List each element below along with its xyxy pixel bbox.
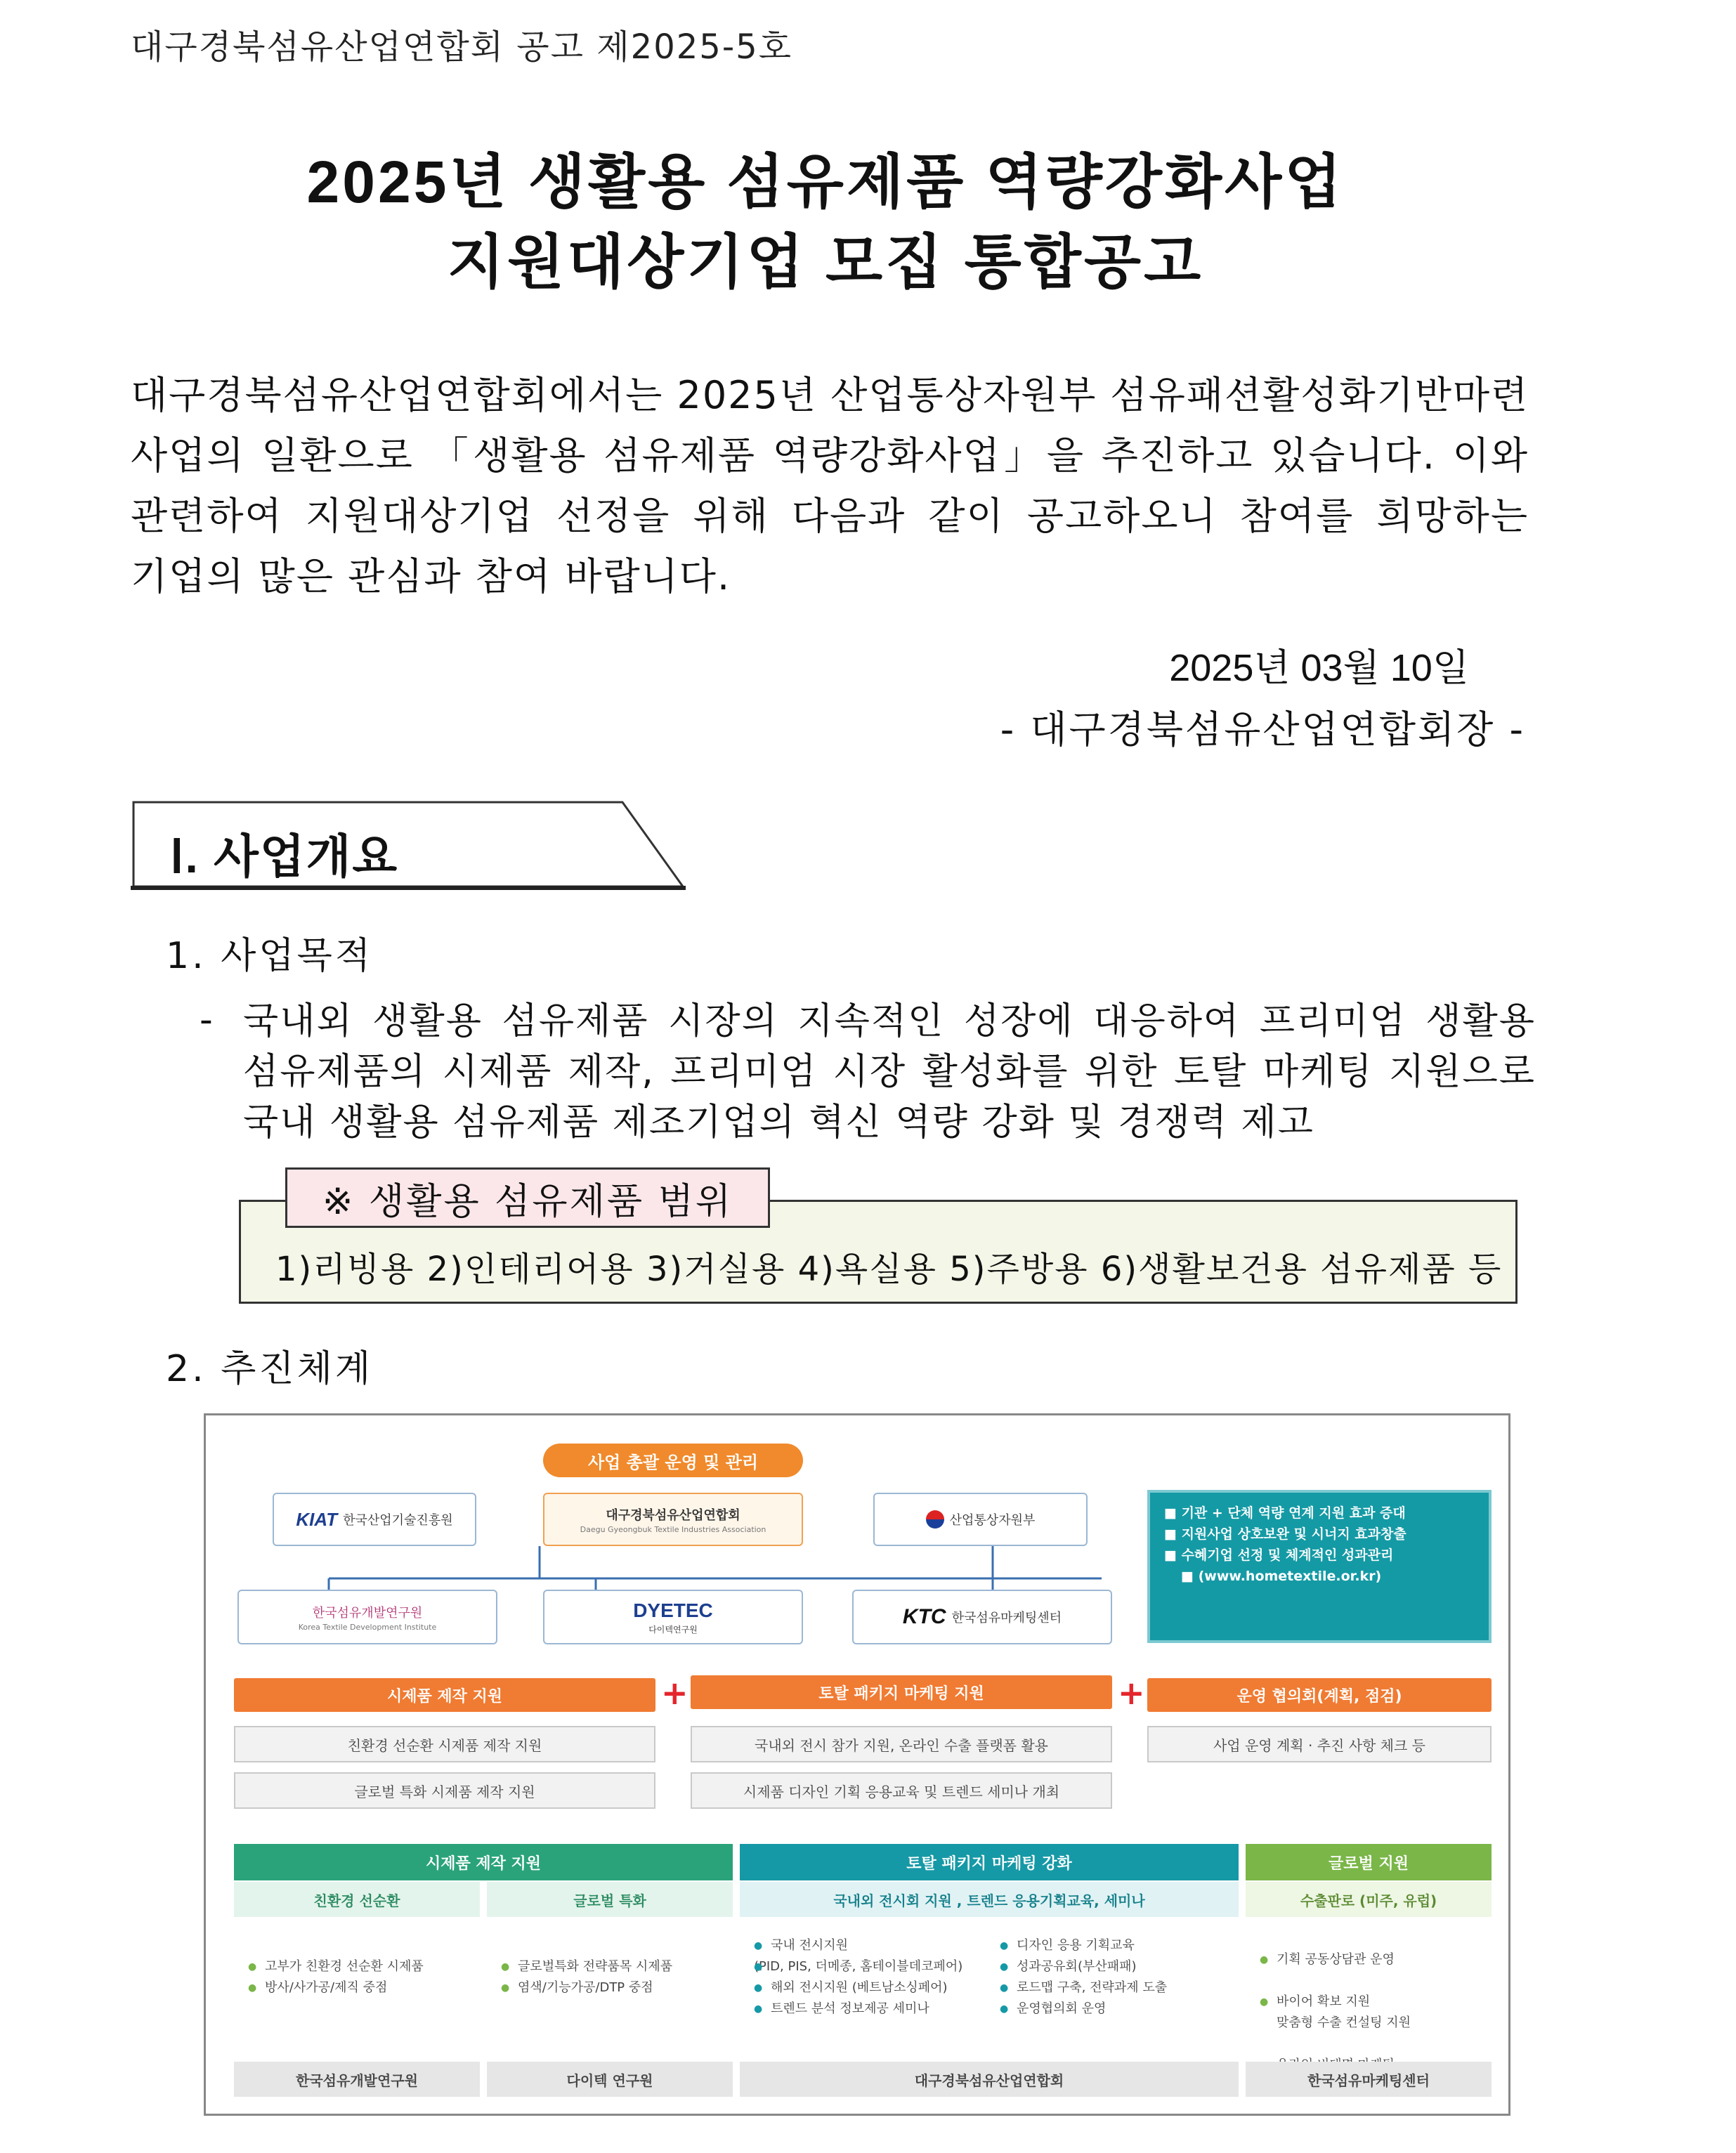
track-item: 시제품 디자인 기획 응용교육 및 트렌드 세미나 개최 (691, 1772, 1112, 1809)
column-body-item: ● 운영협의회 운영 (1000, 1998, 1239, 2020)
org-kotiti-dev (237, 1590, 497, 1644)
column-body-item: ● 방사/사가공/제직 중점 (248, 1977, 480, 1998)
purpose-heading: 1. 사업목적 (166, 935, 374, 977)
purpose-line: 국내외 생활용 섬유제품 시장의 지속적인 성장에 대응하여 프리미엄 생활용 (243, 1000, 1536, 1042)
column-body-item: ● 글로벌특화 전략품목 시제품 (501, 1956, 733, 1977)
kotiti-dev-name: 한국섬유개발연구원 (312, 1605, 423, 1621)
track-item: 사업 운영 계획 · 추진 사항 체크 등 (1147, 1726, 1492, 1762)
intro-line: 관련하여 지원대상기업 선정을 위해 다음과 같이 공고하오니 참여를 희망하는 (131, 494, 1529, 538)
section-header (131, 799, 686, 891)
column-body-item: ● 로드맵 구축, 전략과제 도출 (1000, 1977, 1239, 1998)
column-sub: 친환경 선순환 (234, 1882, 480, 1917)
org-kiat (273, 1493, 476, 1546)
column-body-item: ● 성과공유회(부산패패) (1000, 1956, 1239, 1977)
column-body-item-note: ● (PID, PIS, 더메종, 홈테이블데코페어) (754, 1956, 993, 1977)
org-central (543, 1493, 803, 1546)
teal-summary-box (1147, 1490, 1492, 1643)
track-prototype: 시제품 제작 지원 (234, 1678, 655, 1712)
column-body-item: ● 기획 공동상담관 운영 (1260, 1949, 1484, 1970)
page-title-line1: 2025년 생활용 섬유제품 역량강화사업 (306, 149, 1345, 215)
org-dyetec (543, 1590, 803, 1644)
column-body (248, 1956, 480, 1998)
teal-point-url: ■ (www.hometextile.or.kr) (1164, 1566, 1475, 1587)
intro-line: 기업의 많은 관심과 참여 바랍니다. (131, 554, 731, 598)
signer: - 대구경북섬유산업연합회장 - (1000, 707, 1525, 752)
section-title: Ⅰ. 사업개요 (170, 830, 399, 882)
purpose-line: 국내 생활용 섬유제품 제조기업의 혁신 역량 강화 및 경쟁력 제고 (243, 1101, 1314, 1144)
kotiti-dev-name-en: Korea Textile Development Institute (298, 1622, 437, 1632)
track-council: 운영 협의회(계획, 점검) (1147, 1678, 1492, 1712)
track-item: 글로벌 특화 시제품 제작 지원 (234, 1772, 655, 1809)
dyetec-logo: DYETEC (633, 1599, 713, 1621)
dyetec-name: 다이텍연구원 (648, 1624, 698, 1635)
plus-icon: + (1118, 1674, 1145, 1712)
structure-heading: 2. 추진체계 (166, 1348, 374, 1390)
column-foot: 대구경북섬유산업연합회 (740, 2062, 1239, 2097)
teal-point: ■ 기관 + 단체 역량 연계 지원 효과 증대 (1164, 1503, 1475, 1524)
column-foot: 한국섬유개발연구원 (234, 2062, 480, 2097)
column-body-item: ● 바이어 확보 지원 맞춤형 수출 컨설팅 지원 (1260, 1991, 1484, 2034)
structure-diagram (204, 1413, 1510, 2116)
column-sub: 글로벌 특화 (487, 1882, 733, 1917)
column-body-item: ● 고부가 친환경 선순환 시제품 (248, 1956, 480, 1977)
intro-paragraph (131, 365, 1529, 607)
notice-number: 대구경북섬유산업연합회 공고 제2025-5호 (131, 27, 793, 67)
column-body (1000, 1935, 1239, 2020)
org-ministry (873, 1493, 1088, 1546)
column-head: 시제품 제작 지원 (234, 1844, 733, 1880)
column-body-item: ● 해외 전시지원 (베트남소싱페어) (754, 1977, 993, 1998)
taegeuk-icon (926, 1510, 944, 1529)
kiat-name: 한국산업기술진흥원 (343, 1513, 453, 1528)
column-sub: 국내외 전시회 지원 , 트렌드 응용기획교육, 세미나 (740, 1882, 1239, 1917)
central-name-en: Daegu Gyeongbuk Textile Industries Association (580, 1524, 766, 1534)
kiat-logo: KIAT (296, 1508, 338, 1530)
track-item: 국내외 전시 참가 지원, 온라인 수출 플랫폼 활용 (691, 1726, 1112, 1762)
intro-line: 대구경북섬유산업연합회에서는 2025년 산업통상자원부 섬유패션활성화기반마련 (131, 373, 1529, 417)
purpose-dash: - (200, 999, 213, 1041)
purpose-text (243, 996, 1536, 1148)
top-pill: 사업 총괄 운영 및 관리 (543, 1444, 803, 1477)
column-foot: 한국섬유마케팅센터 (1246, 2062, 1492, 2097)
track-item: 친환경 선순환 시제품 제작 지원 (234, 1726, 655, 1762)
org-ktc (852, 1590, 1112, 1644)
column-sub: 수출판로 (미주, 유럽) (1246, 1882, 1492, 1917)
intro-line: 사업의 일환으로 「생활용 섬유제품 역량강화사업」을 추진하고 있습니다. 이와 (131, 433, 1529, 478)
notice-date: 2025년 03월 10일 (1169, 647, 1469, 689)
column-body-item: ● 국내 전시지원 (754, 1935, 993, 1956)
central-name: 대구경북섬유산업연합회 (606, 1507, 740, 1523)
column-body-item: ● 염색/기능가공/DTP 중점 (501, 1977, 733, 1998)
scope-title: ※ 생활용 섬유제품 범위 (285, 1167, 770, 1228)
column-body-item: ● 디자인 응용 기획교육 (1000, 1935, 1239, 1956)
column-head: 글로벌 지원 (1246, 1844, 1492, 1880)
column-body (754, 1935, 993, 2020)
column-head: 토탈 패키지 마케팅 강화 (740, 1844, 1239, 1880)
ministry-name: 산업통상자원부 (949, 1513, 1036, 1528)
column-body (501, 1956, 733, 1998)
ktc-name: 한국섬유마케팅센터 (951, 1611, 1062, 1625)
column-foot: 다이텍 연구원 (487, 2062, 733, 2097)
teal-point: ■ 수혜기업 선정 및 체계적인 성과관리 (1164, 1545, 1475, 1566)
scope-items: 1)리빙용 2)인테리어용 3)거실용 4)욕실용 5)주방용 6)생활보건용 섬유제품 등 (275, 1250, 1503, 1289)
plus-icon: + (661, 1674, 688, 1712)
column-body-item: ● 트렌드 분석 정보제공 세미나 (754, 1998, 993, 2020)
track-marketing: 토탈 패키지 마케팅 지원 (691, 1675, 1112, 1709)
teal-point: ■ 지원사업 상호보완 및 시너지 효과창출 (1164, 1524, 1475, 1545)
ktc-logo: KTC (902, 1605, 946, 1628)
purpose-line: 섬유제품의 시제품 제작, 프리미엄 시장 활성화를 위한 토탈 마케팅 지원으로 (243, 1051, 1536, 1093)
page-title-line2: 지원대상기업 모집 통합공고 (447, 229, 1204, 295)
